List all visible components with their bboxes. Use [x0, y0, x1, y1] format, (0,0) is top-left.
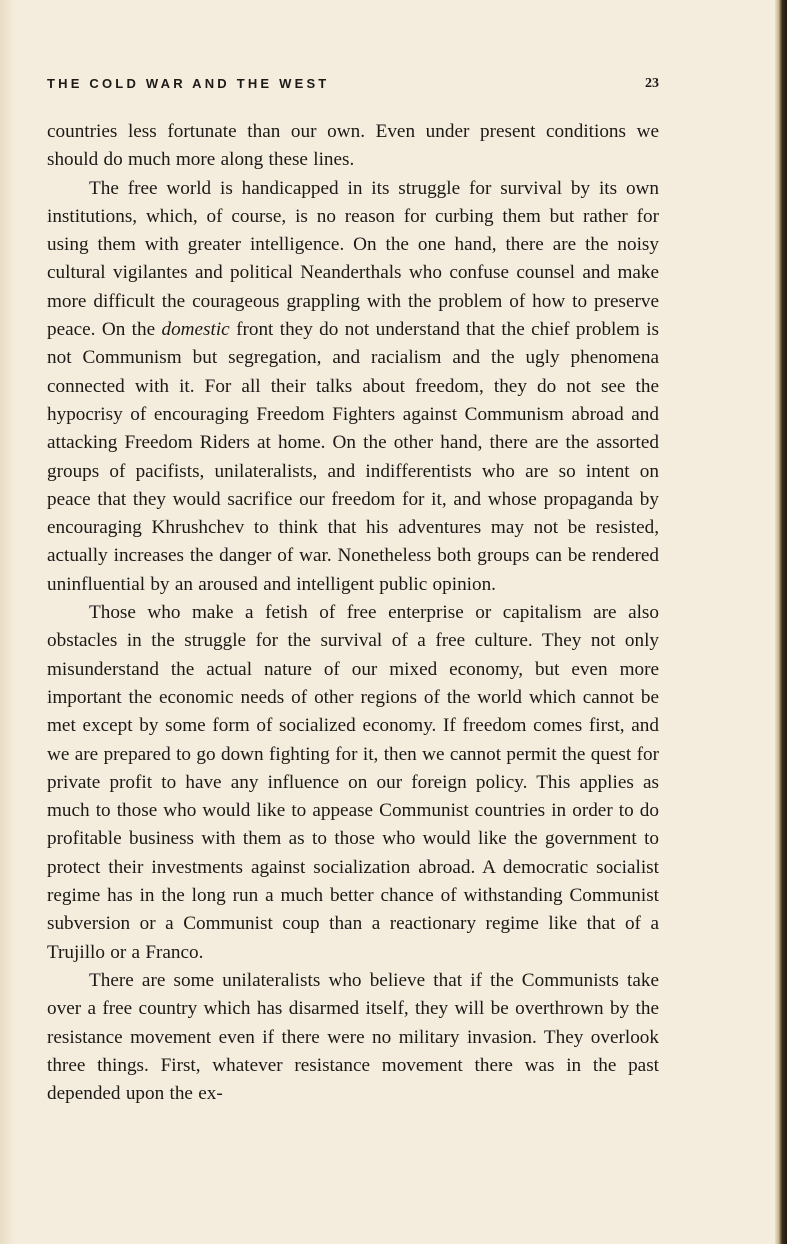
paragraph-text: front they do not understand that the chief problem is not Communism but segregation, and racialism and the ugly phenomena connected with it. For all their talks about freedom, they do not see the hypocrisy of encouraging Freedom Fighters against Communism abroad and attacking Freedom Riders at home. On the other hand, there are the assorted groups of pacifists, unilateralists, and indifferentists who are so intent on peace that they would sacrifice our freedom for it, and whose propaganda by encouraging Khrushchev to think that his adventures may not be resisted, actually increases the danger of war. Nonetheless both groups can be rendered uninfluential by an aroused and intelligent public opinion. [47, 319, 659, 595]
paragraph: There are some unilateralists who believe that if the Communists take over a free country which has disarmed itself, they will be overthrown by the resistance movement even if there were no military invasion. They overlook three things. First, whatever resistance movement there was in the past depended upon the ex- [47, 969, 659, 1105]
page-gutter-shadow [0, 0, 14, 1244]
page-number: 23 [645, 76, 659, 91]
paragraph: countries less fortunate than our own. Even under present conditions we should do much more along these lines. [47, 121, 659, 171]
paragraph-text: The free world is handicapped in its struggle for survival by its own institutions, which, of course, is no reason for curbing them but rather for using them with greater intelligence. On the one hand, there are the noisy cultural vigilantes and political Neanderthals who confuse counsel and make more difficult the courageous grappling with the problem of how to preserve peace. On the [47, 177, 659, 341]
book-edge [775, 0, 787, 1244]
book-page [47, 72, 659, 1108]
paragraph [47, 175, 659, 599]
body-text [47, 118, 659, 1108]
emphasized-word: domestic [161, 319, 230, 341]
paragraph: Those who make a fetish of free enterprise or capitalism are also obstacles in the struggle for the survival of a free culture. They not only misunderstand the actual nature of our mixed economy, but even more important the economic needs of other regions of the world which cannot be met except by some form of socialized economy. If freedom comes first, and we are prepared to go down fighting for it, then we cannot permit the quest for private profit to have any influence on our foreign policy. This applies as much to those who would like to appease Communist countries in order to do profitable business with them as to those who would like the government to protect their investments against socialization abroad. A democratic socialist regime has in the long run a much better chance of withstanding Communist subversion or a Communist coup than a reactionary regime like that of a Trujillo or a Franco. [47, 602, 659, 963]
running-title: THE COLD WAR AND THE WEST [47, 76, 330, 91]
running-head [47, 72, 659, 96]
